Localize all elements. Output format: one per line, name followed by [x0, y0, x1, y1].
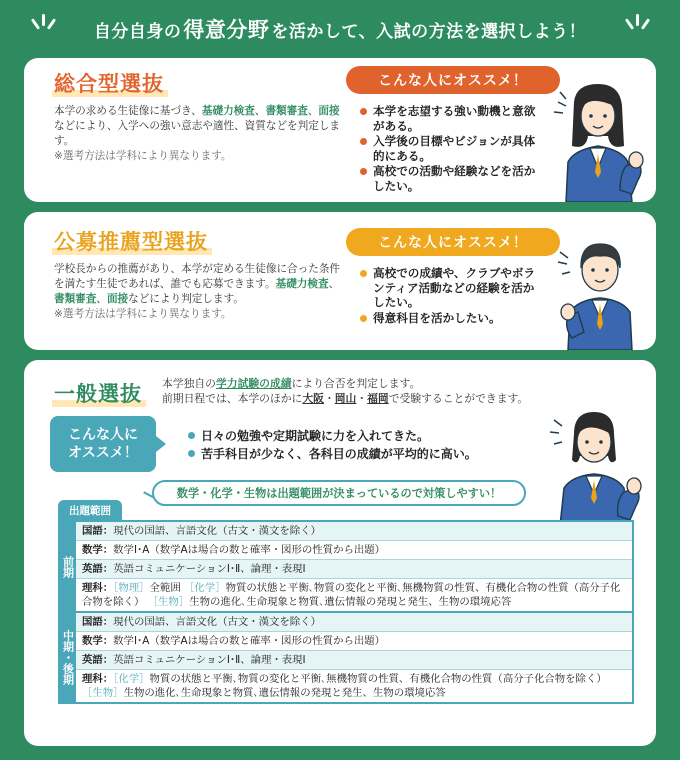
header-highlight: 得意分野 — [183, 18, 270, 42]
kobo-description: 学校長からの推薦があり、本学が定める生徒像に合った条件を満たす生徒であれば、誰でも応募できます。基礎力検査、書類審査、面接などにより判定します。 ※選考方法は学科により異なります。 — [54, 263, 341, 320]
exam-group-label: 前期 — [60, 522, 76, 611]
sogo-recommend-label: こんな人にオススメ！ — [346, 66, 560, 94]
exam-range-tab: 出題範囲 — [58, 500, 122, 520]
list-item: 高校での活動や経験などを活かしたい。 — [360, 164, 538, 193]
sogo-note: ※選考方法は学科により異なります。 — [54, 150, 232, 162]
sogo-description: 本学の求める生徒像に基づき、基礎力検査、書類審査、面接などにより、入学への強い意志や適性、資質などを判定します。 ※選考方法は学科により異なります。 — [54, 105, 341, 162]
sogo-title: 総合型選抜 — [54, 68, 164, 98]
ippan-recommend-label: こんな人に オススメ！ — [50, 416, 156, 472]
table-row: 数学：数学Ⅰ･A（数学Aは場合の数と確率・図形の性質から出題） — [76, 541, 632, 560]
list-item: 高校での成績や、クラブやボランティア活動などの経験を活かしたい。 — [360, 266, 540, 310]
exam-group-zenki — [60, 522, 632, 613]
sparkle-right-icon — [624, 14, 650, 44]
sparkle-left-icon — [30, 14, 56, 44]
list-item: 入学後の目標やビジョンが具体的にある。 — [360, 134, 538, 163]
ippan-description: 本学独自の学力試験の成績により合否を判定します。 前期日程では、本学のほかに大阪・岡山・福岡で受験することができます。 — [162, 377, 529, 405]
ippan-bullet-list — [188, 428, 538, 464]
student-boy-illustration — [550, 232, 650, 350]
exam-group-label: 中期・後期 — [60, 613, 76, 702]
table-row: 国語：現代の国語、言語文化（古文・漢文を除く） — [76, 613, 632, 632]
kobo-bullet-list — [360, 266, 540, 326]
sogo-card — [24, 58, 656, 202]
ippan-bubble: 数学・化学・生物は出題範囲が決まっているので対策しやすい！ — [152, 480, 526, 506]
table-row: 理科：［物理］全範囲 ［化学］物質の状態と平衡､物質の変化と平衡､無機物質の性質、有機化合物の性質（高分子化合物を除く） ［生物］生物の進化､生命現象と物質､遺伝情報の発現と発生、生物の環境応答 — [82, 582, 621, 608]
sogo-bullet-list — [360, 104, 538, 194]
table-row: 英語：英語コミュニケーションⅠ･Ⅱ、論理・表現Ⅰ — [76, 651, 632, 670]
list-item: 苦手科目が少なく、各科目の成績が平均的に高い。 — [188, 446, 538, 463]
exam-range-table — [58, 520, 634, 704]
student-girl-illustration — [548, 80, 648, 202]
table-row: 英語：英語コミュニケーションⅠ･Ⅱ、論理・表現Ⅰ — [76, 560, 632, 579]
kobo-title: 公募推薦型選抜 — [54, 226, 208, 256]
exam-group-chuki-koki — [60, 613, 632, 702]
kobo-recommend-label: こんな人にオススメ！ — [346, 228, 560, 256]
ippan-card — [24, 360, 656, 746]
table-row: 理科：［化学］物質の状態と平衡､物質の変化と平衡､無機物質の性質、有機化合物の性質（高分子化合物を除く） ［生物］生物の進化､生命現象と物質､遺伝情報の発現と発生、生物の環境応答 — [82, 673, 607, 699]
list-item: 得意科目を活かしたい。 — [360, 311, 540, 326]
table-row: 数学：数学Ⅰ･A（数学Aは場合の数と確率・図形の性質から出題） — [76, 632, 632, 651]
kobo-card — [24, 212, 656, 350]
header-text-pre: 自分自身の — [93, 21, 182, 42]
list-item: 本学を志望する強い動機と意欲がある。 — [360, 104, 538, 133]
table-row: 国語：現代の国語、言語文化（古文・漢文を除く） — [76, 522, 632, 541]
kobo-note: ※選考方法は学科により異なります。 — [54, 308, 232, 320]
page-header — [0, 0, 680, 58]
list-item: 日々の勉強や定期試験に力を入れてきた。 — [188, 428, 538, 445]
header-text-post: を活かして、入試の方法を選択しよう！ — [271, 21, 587, 42]
ippan-title: 一般選抜 — [54, 378, 142, 408]
student-girl-fist-illustration — [544, 404, 648, 526]
